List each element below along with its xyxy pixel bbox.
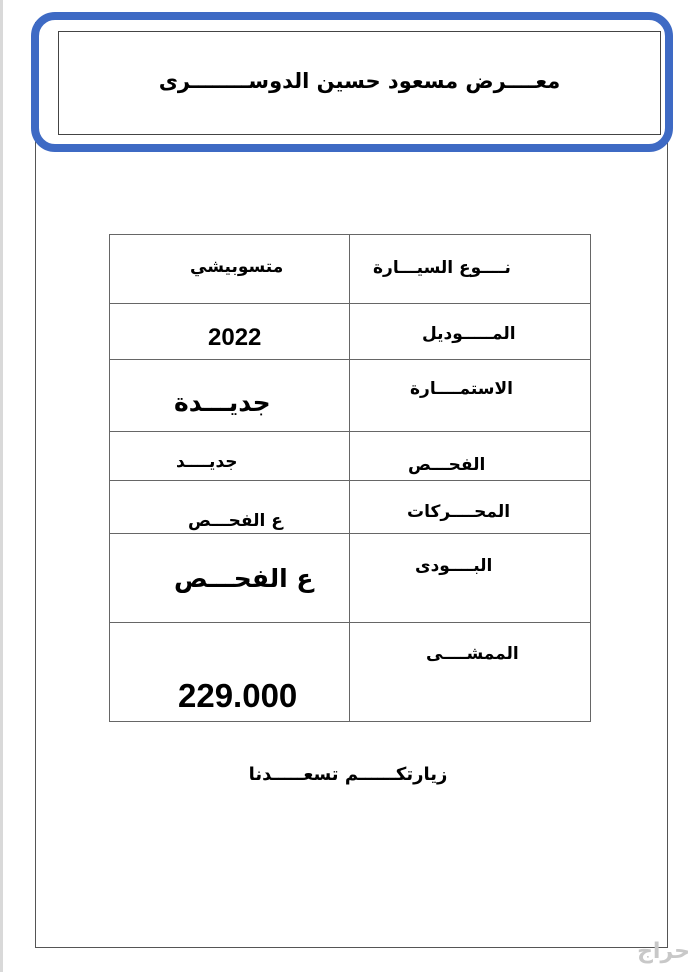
table-row <box>110 534 591 623</box>
showroom-title: معــــرض مسعود حسين الدوســــــــرى <box>158 69 561 93</box>
table-row <box>110 623 591 722</box>
table-row <box>110 432 591 481</box>
label-cell-model <box>350 304 591 360</box>
value-cell-mileage <box>110 623 350 722</box>
document-page <box>3 0 700 972</box>
footer-greeting: زيارتكــــــم تسعـــــدنا <box>248 764 448 785</box>
model-value: 2022 <box>208 324 262 351</box>
engine-label: المحــــركات <box>407 502 511 522</box>
header-inner-box <box>58 31 661 135</box>
label-cell-registration <box>350 360 591 432</box>
registration-value: جديـــدة <box>174 388 271 417</box>
car-type-label: نــــوع السيـــارة <box>373 258 511 278</box>
inspection-value: جديــــد <box>176 452 238 472</box>
registration-label: الاستمــــارة <box>410 379 513 399</box>
car-type-value: متسوبيشي <box>190 257 284 277</box>
value-cell-body <box>110 534 350 623</box>
table-row <box>110 360 591 432</box>
label-cell-engine <box>350 481 591 534</box>
label-cell-mileage <box>350 623 591 722</box>
label-cell-body <box>350 534 591 623</box>
value-cell-car-type <box>110 235 350 304</box>
car-info-table <box>109 234 591 722</box>
value-cell-engine <box>110 481 350 534</box>
body-value: ع الفحـــص <box>174 564 314 593</box>
engine-value: ع الفحـــص <box>188 511 283 531</box>
haraj-watermark: حراج <box>637 939 690 964</box>
value-cell-inspection <box>110 432 350 481</box>
inspection-label: الفحـــص <box>408 455 486 475</box>
value-cell-model <box>110 304 350 360</box>
table-row <box>110 304 591 360</box>
label-cell-car-type <box>350 235 591 304</box>
table-row <box>110 481 591 534</box>
value-cell-registration <box>110 360 350 432</box>
model-label: المـــــوديل <box>422 324 516 344</box>
mileage-label: الممشــــى <box>426 644 519 664</box>
mileage-value: 229.000 <box>178 677 298 714</box>
label-cell-inspection <box>350 432 591 481</box>
body-label: البــــودى <box>415 556 493 576</box>
table-row <box>110 235 591 304</box>
header-frame <box>31 12 673 152</box>
